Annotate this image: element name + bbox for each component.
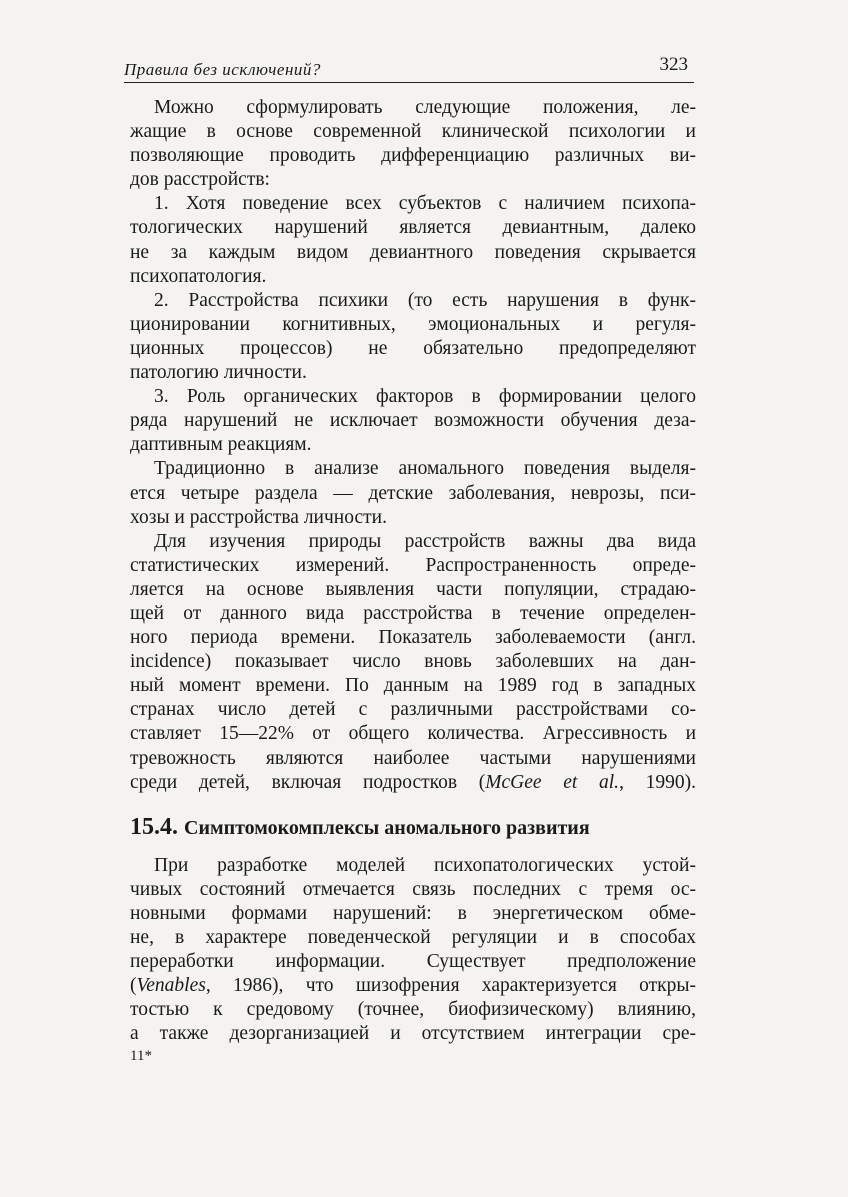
list-item-line: 3. Роль органических факторов в формировании целого <box>154 386 696 408</box>
list-item-line: ционировании когнитивных, эмоциональных и регуля- <box>130 313 696 335</box>
text-segment: ( <box>130 975 137 997</box>
list-item-line: психопатология. <box>130 265 267 287</box>
list-item-line: тологических нарушений является девиантным, далеко <box>130 217 696 239</box>
list-item-line: патологию личности. <box>130 362 307 384</box>
text-line: тостью к средовому (точнее, биофизическому) влиянию, <box>130 999 696 1021</box>
text-line: а также дезорганизацией и отсутствием интеграции сре- <box>130 1023 696 1045</box>
text-line: ного периода времени. Показатель заболеваемости (англ. <box>130 627 696 649</box>
text-line <box>130 974 696 998</box>
text-line: хозы и расстройства личности. <box>130 506 387 528</box>
text-line: переработки информации. Существует предположение <box>130 951 696 973</box>
text-line: Традиционно в анализе аномального поведения выделя- <box>154 458 696 480</box>
body-text <box>130 96 696 1066</box>
text-segment: , 1990). <box>619 771 696 793</box>
section-heading <box>130 812 696 842</box>
text-line: Для изучения природы расстройств важны два вида <box>154 530 696 552</box>
page-number: 323 <box>659 54 688 75</box>
text-line: странах число детей с различными расстройствами со- <box>130 699 696 721</box>
text-line <box>130 771 696 795</box>
text-line: Можно сформулировать следующие положения, ле- <box>154 97 696 118</box>
text-line: ставляет 15—22% от общего количества. Агрессивность и <box>130 723 696 745</box>
text-line: щей от данного вида расстройства в течение определен- <box>130 602 696 624</box>
text-line: При разработке моделей психопатологических устой- <box>154 854 696 876</box>
text-line: ляется на основе выявления части популяции, страдаю- <box>130 578 696 600</box>
list-item-line: даптивным реакциям. <box>130 434 312 456</box>
text-line: incidence) показывает число вновь заболевших на дан- <box>130 651 696 673</box>
list-item-line: не за каждым видом девиантного поведения скрывается <box>130 241 696 263</box>
signature-mark: 11* <box>130 1048 152 1065</box>
text-line: не, в характере поведенческой регуляции и в способах <box>130 927 696 948</box>
text-line: дов расстройств: <box>130 169 270 191</box>
text-line: статистических измерений. Распространенность опреде- <box>130 554 696 576</box>
text-line: жащие в основе современной клинической психологии и <box>130 121 696 143</box>
text-line: ется четыре раздела — детские заболевания, неврозы, пси- <box>130 482 696 504</box>
section-number: 15.4. <box>130 813 178 840</box>
text-line: чивых состояний отмечается связь последних с тремя ос- <box>130 878 696 900</box>
citation-authors: Venables <box>136 975 206 997</box>
section-title: Симптомокомплексы аномального развития <box>184 816 590 839</box>
text-line: позволяющие проводить дифференциацию различных ви- <box>130 145 696 167</box>
running-header <box>124 52 694 83</box>
list-item-line: 1. Хотя поведение всех субъектов с наличием психопа- <box>154 193 696 215</box>
text-line: ный момент времени. По данным на 1989 год в западных <box>130 675 696 697</box>
list-item-line: 2. Расстройства психики (то есть нарушения в функ- <box>154 289 696 311</box>
list-item-line: ционных процессов) не обязательно предопределяют <box>130 337 696 359</box>
text-line: новными формами нарушений: в энергетическом обме- <box>130 902 696 924</box>
text-segment: , 1986), что шизофрения характеризуется откры- <box>205 975 696 997</box>
text-line: тревожность являются наиболее частыми нарушениями <box>130 747 696 769</box>
text-segment: среди детей, включая подростков ( <box>130 771 486 793</box>
running-title: Правила без исключений? <box>124 60 321 79</box>
citation-authors: McGee et al. <box>485 771 620 793</box>
list-item-line: ряда нарушений не исключает возможности обучения деза- <box>130 410 696 432</box>
